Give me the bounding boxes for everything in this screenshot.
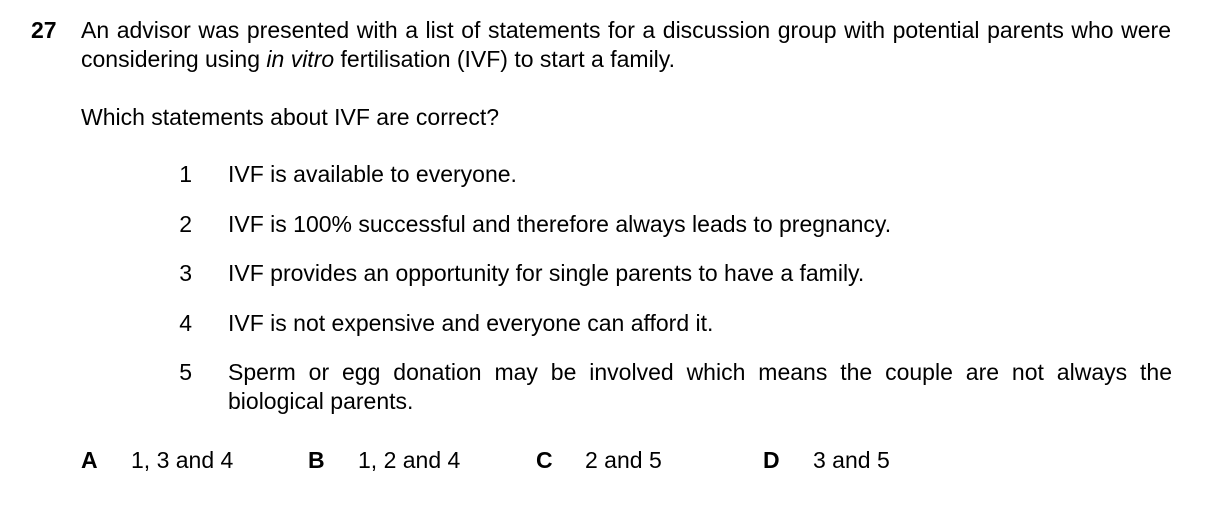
statement-number: 1 [179,161,192,187]
question-prompt: Which statements about IVF are correct? [81,104,500,130]
statement-number: 2 [179,211,192,237]
stem-text-after: fertilisation (IVF) to start a family. [334,46,675,72]
option-text: 1, 3 and 4 [131,447,234,473]
option-letter: D [763,447,780,473]
statement-text: IVF provides an opportunity for single parents to have a family. [228,260,865,286]
statement-number: 4 [179,310,192,336]
option-letter: C [536,447,553,473]
stem-italic-term: in vitro [266,46,335,72]
statement-text: IVF is 100% successful and therefore always leads to pregnancy. [228,211,892,237]
statement-text: IVF is not expensive and everyone can afford it. [228,310,714,336]
statement-text: IVF is available to everyone. [228,161,517,187]
statement-text: Sperm or egg donation may be involved which means the couple are not always the biological parents. [228,359,1172,414]
option-letter: B [308,447,325,473]
option-text: 1, 2 and 4 [358,447,461,473]
option-text: 2 and 5 [585,447,662,473]
statement-number: 3 [179,260,192,286]
statement-number: 5 [179,359,192,385]
question-stem [81,16,1171,74]
option-text: 3 and 5 [813,447,890,473]
stem-text-before: An advisor was presented with a list of statements for a discussion group with potential parents who were considering using [81,17,1171,72]
option-letter: A [81,447,98,473]
question-number: 27 [31,17,57,43]
